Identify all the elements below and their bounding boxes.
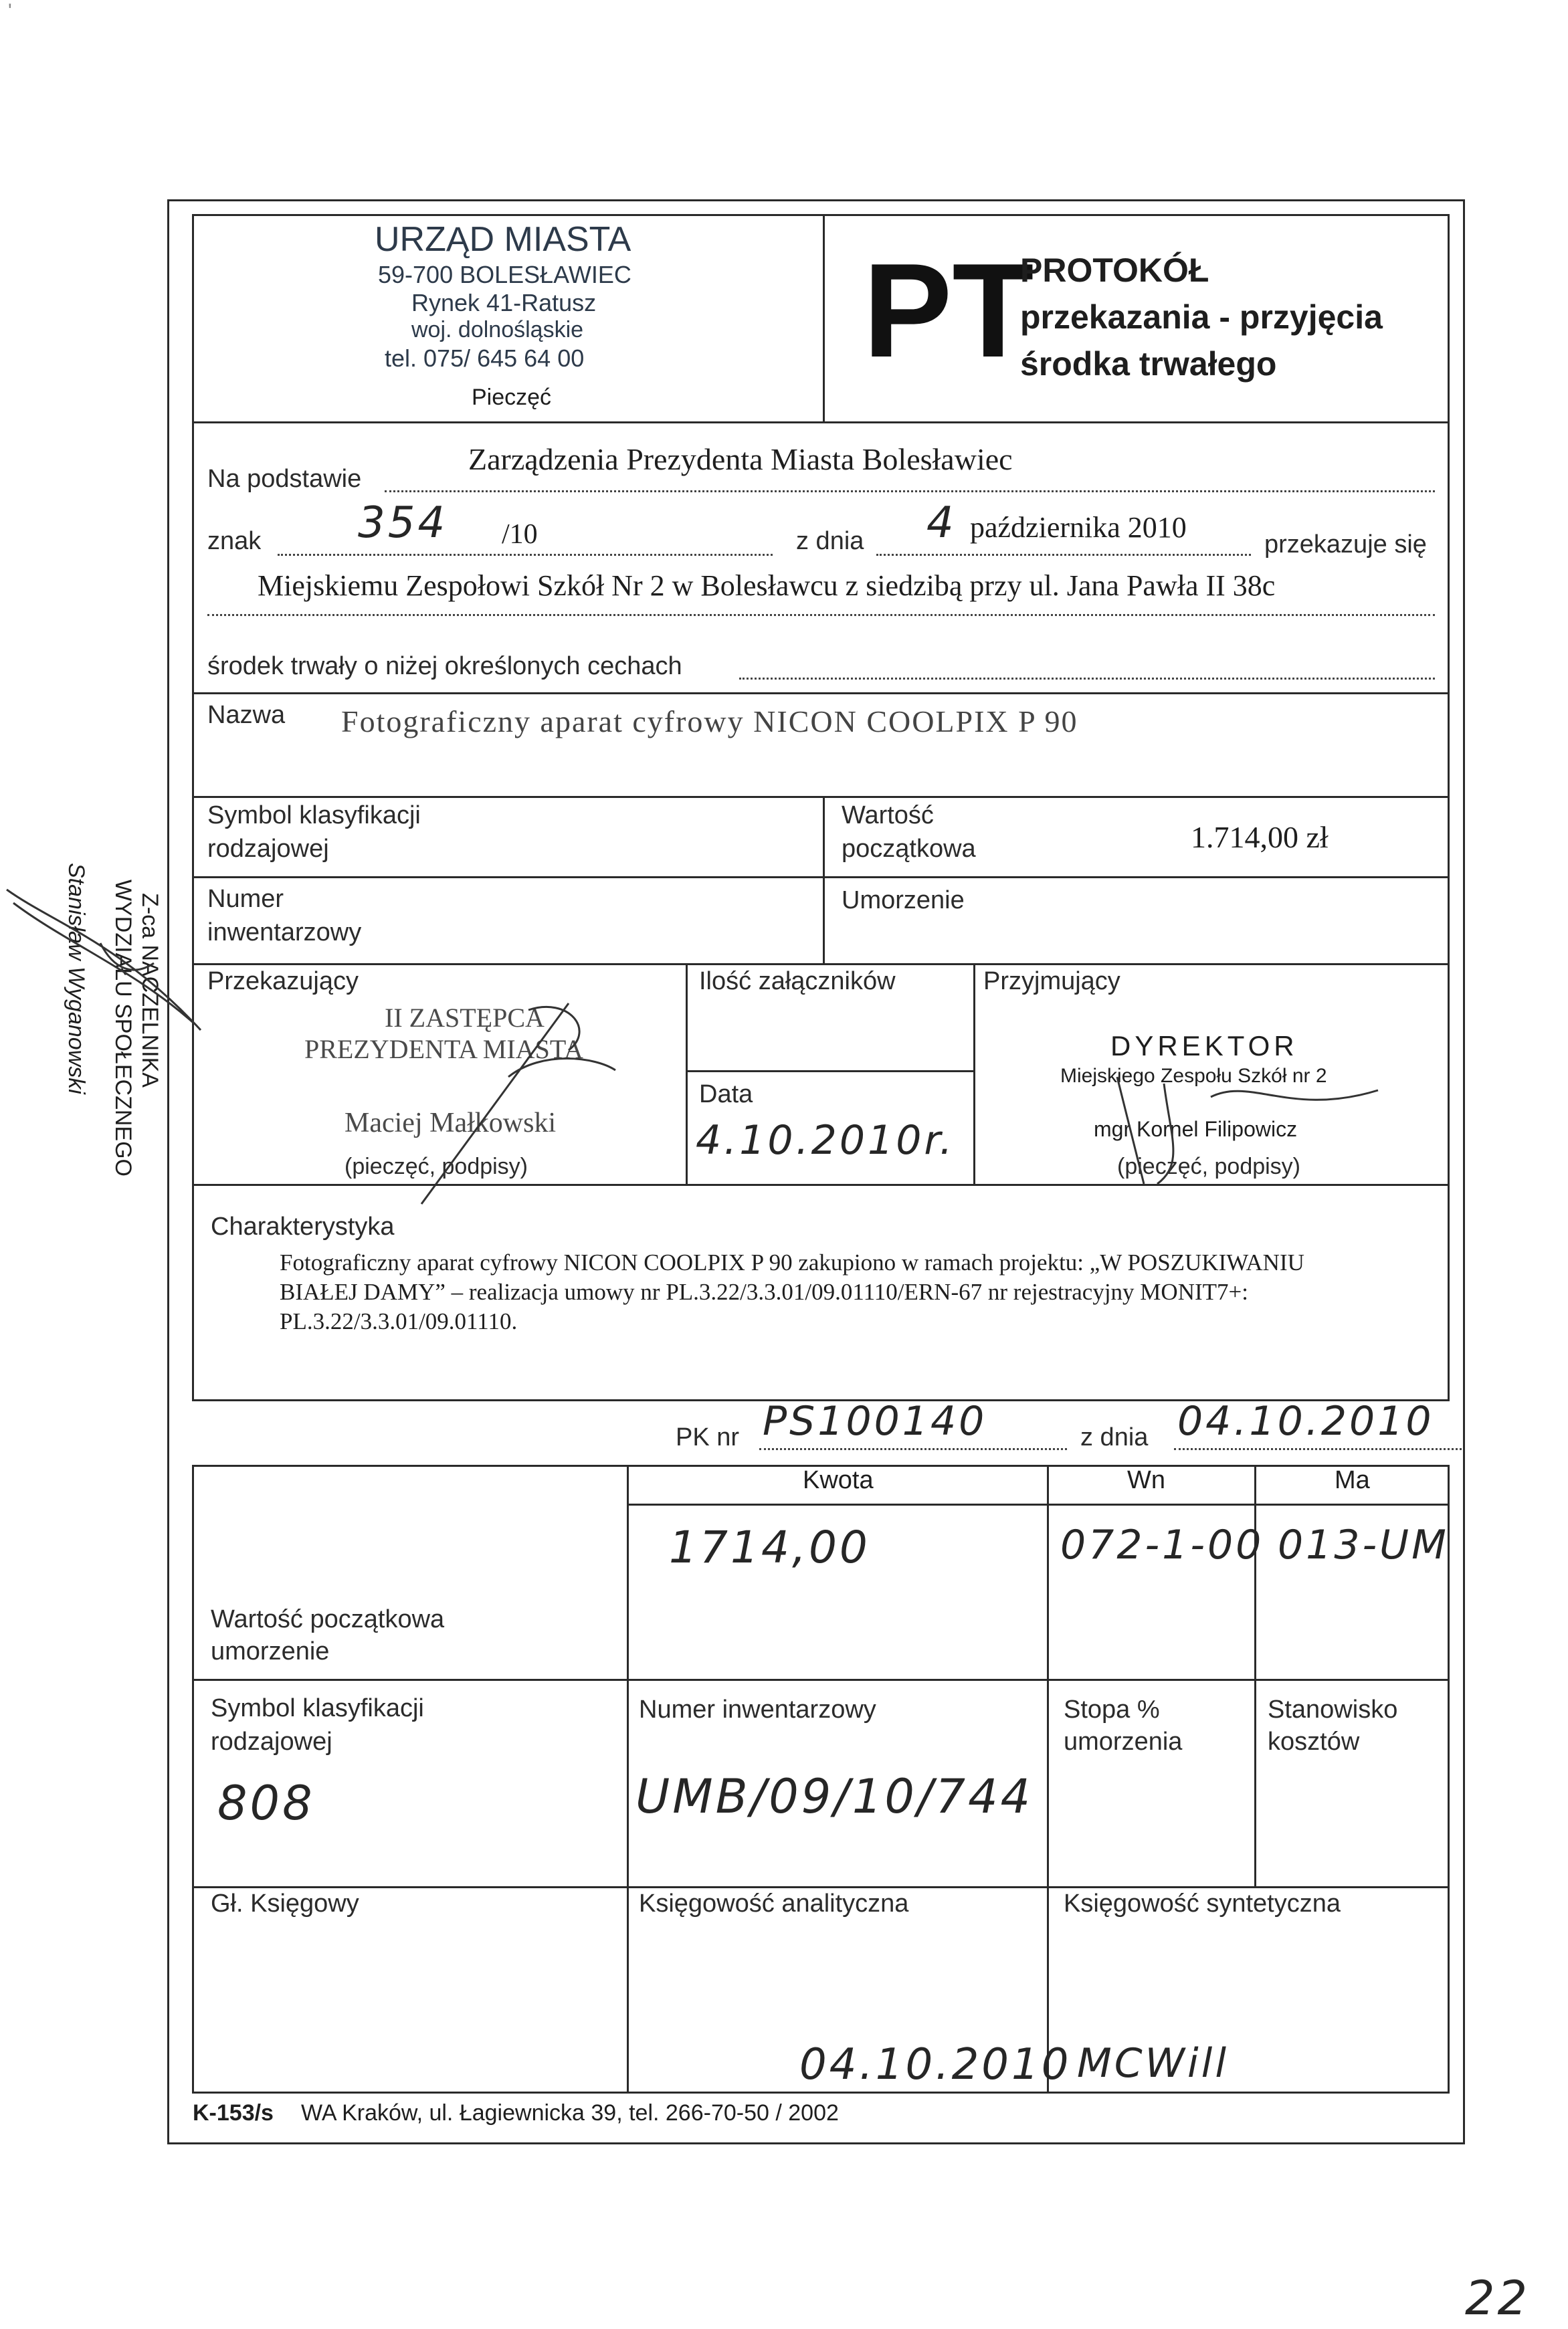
- giver-signature: [395, 990, 635, 1211]
- details-divider: [823, 796, 825, 965]
- form-code: PT: [863, 236, 1034, 385]
- amount-hand: 1714,00: [669, 1522, 870, 1573]
- footer-text: WA Kraków, ul. Łagiewnicka 39, tel. 266-70-50 / 2002: [301, 2100, 839, 2126]
- inventory-hand: UMB/09/10/744: [635, 1769, 1034, 1824]
- receiver-stamp-1: DYREKTOR: [1110, 1030, 1298, 1061]
- pk-number: PS100140: [763, 1398, 987, 1445]
- date-month: października 2010: [970, 511, 1187, 544]
- inventory-label-2: inwentarzowy: [207, 918, 362, 946]
- basis-value: Zarządzenia Prezydenta Miasta Bolesławiec: [468, 442, 1013, 476]
- pk-date-label: z dnia: [1080, 1423, 1149, 1451]
- side-stamp-line-3: Stanisław Wyganowski: [64, 863, 89, 1094]
- wn-hand: 072-1-00: [1060, 1522, 1264, 1568]
- pk-date-dots: [1174, 1448, 1462, 1450]
- attachments-label: Ilość załączników: [699, 967, 896, 995]
- header-divider: [823, 214, 825, 421]
- parties-divider-1: [686, 963, 688, 1184]
- basis-label: Na podstawie: [207, 465, 362, 493]
- analytic-date: 04.10.2010: [799, 2040, 1072, 2090]
- sign-number: 354: [358, 498, 448, 548]
- receiver-signature: [1077, 1064, 1398, 1197]
- recipient-dots: [207, 614, 1435, 616]
- name-label: Nazwa: [207, 701, 286, 729]
- col-wn: Wn: [1127, 1466, 1165, 1494]
- sign-suffix: /10: [502, 519, 538, 550]
- characteristics-line-1: Fotograficzny aparat cyfrowy NICON COOLPIX P 90 zakupiono w ramach projektu: „W POSZUKIWANIU: [280, 1249, 1304, 1276]
- receiver-sign-label: (pieczęć, podpisy): [1117, 1154, 1301, 1179]
- transfer-label: przekazuje się: [1264, 530, 1427, 559]
- value-label-2: początkowa: [842, 835, 976, 863]
- asset-label: środek trwały o niżej określonych cechach: [207, 652, 682, 680]
- date-day: 4: [926, 498, 957, 548]
- initial-value-label-1: Wartość początkowa: [211, 1605, 445, 1633]
- analytic-label: Księgowość analityczna: [639, 1890, 909, 1918]
- header-bottom-line: [192, 421, 1450, 423]
- col-amount: Kwota: [803, 1466, 874, 1494]
- name-row-top: [192, 692, 1450, 694]
- parties-date-label: Data: [699, 1080, 753, 1108]
- rate-label-2: umorzenia: [1064, 1728, 1183, 1756]
- giver-stamp-1: II ZASTĘPCA: [385, 1003, 545, 1033]
- ma-hand: 013-UM: [1278, 1522, 1449, 1568]
- stamp-line-2: 59-700 BOLESŁAWIEC: [378, 261, 631, 288]
- sign-dots: [278, 554, 773, 556]
- stamp-line-5: tel. 075/ 645 64 00: [385, 344, 585, 372]
- value-label-1: Wartość: [842, 801, 934, 829]
- sign-label: znak: [207, 527, 262, 555]
- date-cell-top: [686, 1070, 973, 1072]
- side-stamp-signature: [0, 863, 207, 1064]
- asset-dots: [739, 678, 1435, 680]
- cost-label-1: Stanowisko: [1268, 1696, 1398, 1724]
- basis-dots: [385, 490, 1435, 492]
- stamp-line-1: URZĄD MIASTA: [375, 220, 631, 259]
- symbol-label-1: Symbol klasyfikacji: [207, 801, 421, 829]
- details-mid: [192, 876, 1450, 878]
- parties-divider-2: [973, 963, 975, 1184]
- details-top: [192, 796, 1450, 798]
- side-stamp-line-2: WYDZIAŁU SPOŁECZNEGO: [110, 880, 136, 1177]
- characteristics-label: Charakterystyka: [211, 1213, 395, 1241]
- title-line-3: środka trwałego: [1020, 345, 1277, 383]
- chief-accountant-label: Gł. Księgowy: [211, 1890, 359, 1918]
- acct-v2-top: [1047, 1465, 1049, 1679]
- acct-v3-bottom: [1254, 1679, 1256, 1886]
- acct-inventory-label: Numer inwentarzowy: [639, 1696, 876, 1724]
- side-stamp-line-1: Z-ca NACZELNIKA: [137, 893, 163, 1088]
- rate-label-1: Stopa %: [1064, 1696, 1160, 1724]
- inventory-label-1: Numer: [207, 885, 284, 913]
- receiver-stamp-2: Miejskiego Zespołu Szkół nr 2: [1060, 1065, 1327, 1087]
- stamp-label: Pieczęć: [472, 385, 552, 410]
- acct-v1-top: [627, 1465, 629, 1679]
- acct-symbol-label-1: Symbol klasyfikacji: [211, 1694, 424, 1722]
- giver-name: Maciej Małkowski: [345, 1108, 557, 1138]
- amortization-label: Umorzenie: [842, 886, 965, 914]
- acct-symbol-label-2: rodzajowej: [211, 1728, 332, 1756]
- receiver-label: Przyjmujący: [983, 967, 1120, 995]
- parties-bottom: [192, 1184, 1450, 1186]
- characteristics-line-2: BIAŁEJ DAMY” – realizacja umowy nr PL.3.22/3.3.01/09.01110/ERN-67 nr rejestracyjny MONIT7+:: [280, 1279, 1248, 1305]
- page-number: 22: [1465, 2271, 1531, 2326]
- initial-value-label-2: umorzenie: [211, 1637, 330, 1665]
- synthetic-label: Księgowość syntetyczna: [1064, 1890, 1341, 1918]
- symbol-hand: 808: [217, 1776, 315, 1831]
- symbol-label-2: rodzajowej: [207, 835, 329, 863]
- acct-v3-top: [1254, 1465, 1256, 1679]
- stamp-line-3: Rynek 41-Ratusz: [411, 289, 597, 316]
- giver-sign-label: (pieczęć, podpisy): [345, 1154, 528, 1179]
- title-line-1: PROTOKÓŁ: [1020, 251, 1209, 289]
- pk-number-dots: [759, 1448, 1067, 1450]
- receiver-name: mgr Kornel Filipowicz: [1094, 1117, 1298, 1141]
- name-value: Fotograficzny aparat cyfrowy NICON COOLPIX P 90: [341, 704, 1078, 738]
- acct-row-2-top: [192, 1679, 1450, 1681]
- stamp-line-4: woj. dolnośląskie: [411, 317, 584, 342]
- date-label: z dnia: [796, 527, 864, 555]
- parties-date-value: 4.10.2010r.: [696, 1117, 955, 1164]
- giver-label: Przekazujący: [207, 967, 359, 995]
- date-dots: [876, 554, 1251, 556]
- cost-label-2: kosztów: [1268, 1728, 1360, 1756]
- pk-date: 04.10.2010: [1177, 1398, 1434, 1445]
- pk-label: PK nr: [676, 1423, 740, 1451]
- corner-mark: ': [8, 0, 12, 22]
- giver-stamp-2: PREZYDENTA MIASTA: [304, 1034, 583, 1064]
- recipient: Miejskiemu Zespołowi Szkół Nr 2 w Bolesławcu z siedzibą przy ul. Jana Pawła II 38c: [258, 569, 1276, 602]
- synthetic-signature: MCWill: [1077, 2040, 1229, 2087]
- col-ma: Ma: [1335, 1466, 1370, 1494]
- footer-code: K-153/s: [193, 2100, 274, 2126]
- title-line-2: przekazania - przyjęcia: [1020, 298, 1383, 336]
- value-amount: 1.714,00 zł: [1191, 820, 1329, 854]
- acct-header-line: [627, 1504, 1450, 1506]
- characteristics-line-3: PL.3.22/3.3.01/09.01110.: [280, 1308, 518, 1334]
